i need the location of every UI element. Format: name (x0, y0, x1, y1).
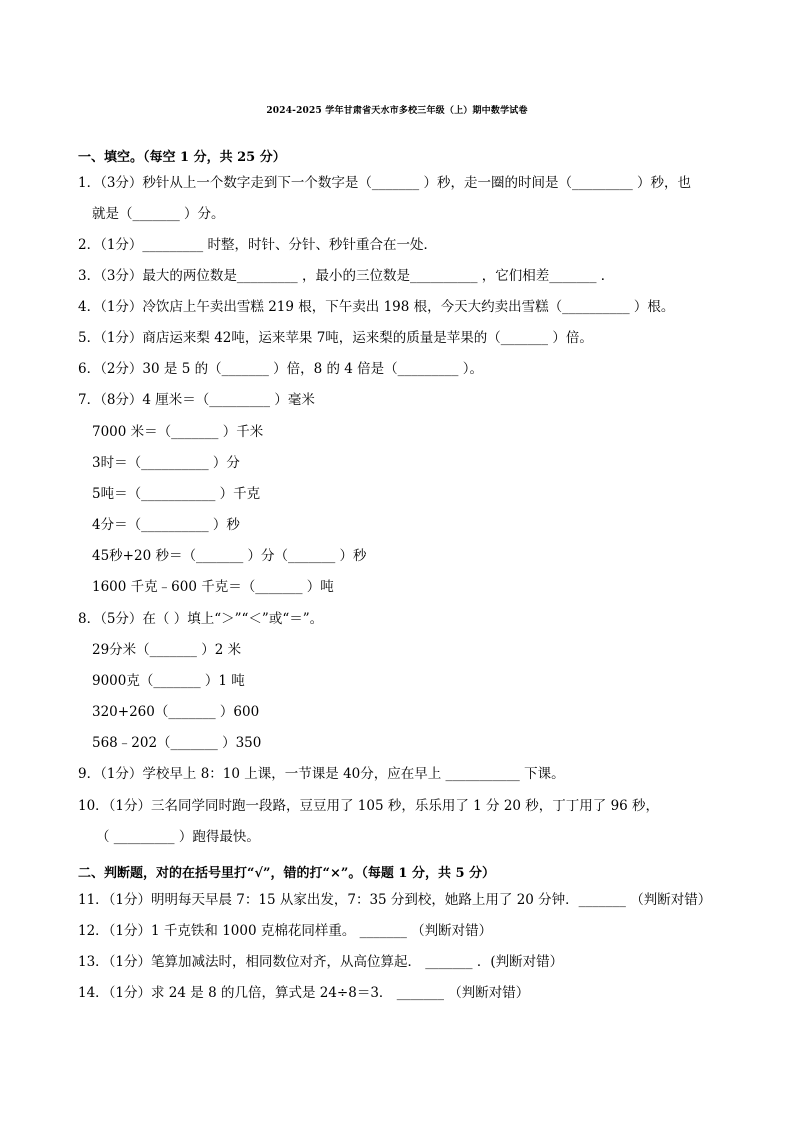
question-8-item: 9000克（_______ ）1 吨 (92, 673, 245, 689)
question-2: 2．（1分）_________ 时整，时针、分针、秒针重合在一处． (78, 237, 437, 253)
question-7-item: 7000 米＝（_______ ）千米 (92, 424, 264, 440)
question-8-item: 320+260（_______ ）600 (92, 704, 260, 720)
question-11: 11．（1分）明明每天早晨 7：15 从家出发，7：35 分到校，她路上用了 20 分钟．_______ （判断对错） (78, 892, 712, 908)
question-5: 5．（1分）商店运来梨 42吨，运来苹果 7吨，运来梨的质量是苹果的（_______ ）倍。 (78, 330, 593, 346)
question-3: 3．（3分）最大的两位数是_________ ，最小的三位数是__________ ，它们相差_______ ． (78, 268, 615, 284)
question-8-item: 29分米（_______ ）2 米 (92, 642, 242, 658)
question-7-item: 1600 千克﹣600 千克＝（_______ ）吨 (92, 579, 334, 595)
question-7-item: 45秒+20 秒＝（_______ ）分（_______ ）秒 (92, 548, 367, 564)
question-6: 6．（2分）30 是 5 的（_______ ）倍，8 的 4 倍是（_________ ）。 (78, 361, 483, 377)
question-10-cont: （ _________ ）跑得最快。 (96, 829, 260, 845)
question-7: 7．（8分）4 厘米＝（_________ ）毫米 (78, 392, 315, 408)
section-heading-fill-blank: 一、填空。（每空 1 分，共 25 分） (78, 150, 286, 165)
question-7-item: 5吨＝（___________ ）千克 (92, 486, 261, 502)
question-13: 13．（1分）笔算加减法时，相同数位对齐，从高位算起． _______ ．(判断对错） (78, 954, 564, 970)
question-1-cont: 就是（_______ ）分。 (92, 206, 225, 222)
question-8: 8．（5分）在（ ）填上“＞”“＜”或“＝”。 (78, 611, 324, 627)
question-9: 9．（1分）学校早上 8：10 上课，一节课是 40分，应在早上 ___________ 下课。 (78, 766, 565, 782)
question-14: 14．（1分）求 24 是 8 的几倍，算式是 24÷8＝3． _______ （判断对错） (78, 985, 530, 1001)
question-10: 10．（1分）三名同学同时跑一段路，豆豆用了 105 秒，乐乐用了 1 分 20 秒，丁丁用了 96 秒， (78, 798, 660, 814)
question-8-item: 568﹣202（_______ ）350 (92, 735, 262, 751)
question-1: 1．（3分）秒针从上一个数字走到下一个数字是（_______ ）秒，走一圈的时间是（_________ ）秒，也 (78, 175, 692, 191)
question-7-item: 3时＝（__________ ）分 (92, 455, 240, 471)
section-heading-true-false: 二、判断题，对的在括号里打“√”，错的打“×”。（每题 1 分，共 5 分） (78, 866, 496, 881)
question-4: 4．（1分）冷饮店上午卖出雪糕 219 根，下午卖出 198 根，今天大约卖出雪糕（__________ ）根。 (78, 299, 675, 315)
question-12: 12．（1分）1 千克铁和 1000 克棉花同样重。 _______ （判断对错） (78, 923, 493, 939)
question-7-item: 4分＝（__________ ）秒 (92, 517, 240, 533)
page-title: 2024-2025 学年甘肃省天水市多校三年级（上）期中数学试卷 (266, 106, 528, 116)
